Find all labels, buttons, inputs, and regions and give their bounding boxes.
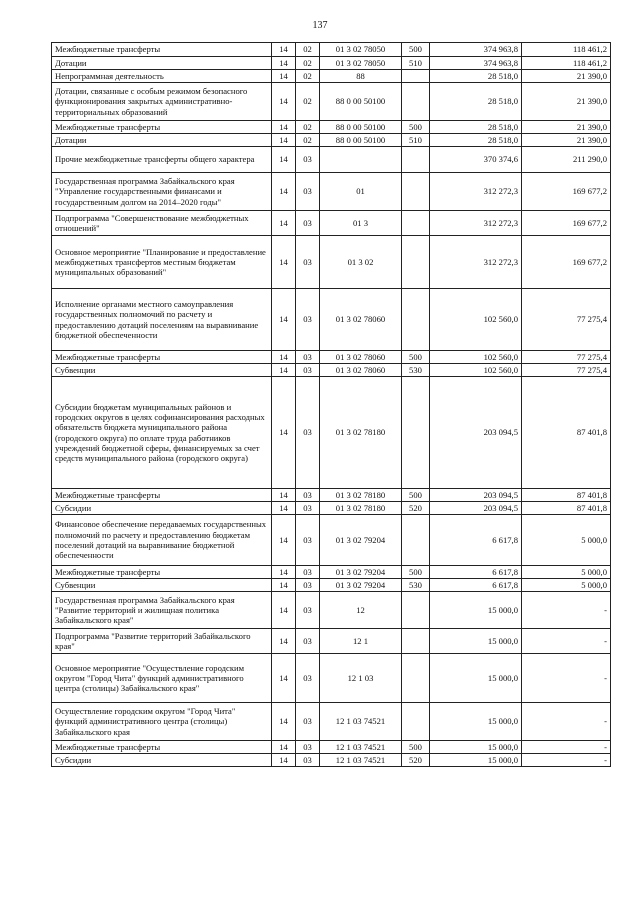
cell-amount-year-2: 87 401,8 [522,377,611,489]
cell-amount-year-1: 15 000,0 [430,629,522,654]
cell-subsection: 03 [296,754,320,767]
cell-section: 14 [272,703,296,741]
table-row [52,57,611,70]
cell-name: Межбюджетные трансферты [52,43,272,57]
cell-amount-year-1: 6 617,8 [430,566,522,579]
cell-target-article: 01 3 02 78060 [320,289,402,351]
cell-amount-year-1: 312 272,3 [430,236,522,289]
cell-target-article: 01 3 02 79204 [320,515,402,566]
cell-name: Непрограммная деятельность [52,70,272,83]
cell-expense-type: 520 [402,502,430,515]
cell-name: Дотации [52,134,272,147]
cell-amount-year-2: 21 390,0 [522,70,611,83]
cell-amount-year-1: 15 000,0 [430,703,522,741]
cell-amount-year-1: 6 617,8 [430,515,522,566]
cell-name: Исполнение органами местного самоуправления государственных полномочий по расчету и предоставлению дотаций поселениям на выравнивание бюджетной обеспеченности [52,289,272,351]
cell-subsection: 03 [296,211,320,236]
cell-target-article: 88 0 00 50100 [320,83,402,121]
cell-expense-type: 510 [402,134,430,147]
cell-name: Субсидии [52,754,272,767]
cell-target-article: 12 1 03 74521 [320,754,402,767]
cell-amount-year-1: 102 560,0 [430,289,522,351]
table-row [52,515,611,566]
cell-target-article: 01 3 02 78180 [320,502,402,515]
cell-target-article: 01 3 02 79204 [320,579,402,592]
cell-section: 14 [272,566,296,579]
table-row [52,236,611,289]
cell-amount-year-1: 28 518,0 [430,83,522,121]
cell-subsection: 02 [296,83,320,121]
cell-amount-year-1: 203 094,5 [430,489,522,502]
cell-subsection: 03 [296,351,320,364]
cell-subsection: 03 [296,654,320,703]
cell-expense-type [402,592,430,629]
table-row [52,351,611,364]
cell-name: Прочие межбюджетные трансферты общего характера [52,147,272,173]
cell-expense-type [402,654,430,703]
cell-subsection: 03 [296,489,320,502]
cell-name: Субсидии бюджетам муниципальных районов и городских округов в целях софинансирования расходных обязательств бюджета муниципального района (городского округа) по оплате труда работников учреждений бюджетной сферы, финансируемых за счет средств муниципального района (городского округа) [52,377,272,489]
cell-expense-type: 500 [402,566,430,579]
page-number: 137 [312,20,328,31]
cell-target-article: 12 1 03 74521 [320,741,402,754]
cell-section: 14 [272,489,296,502]
cell-amount-year-2: - [522,754,611,767]
cell-target-article: 12 1 [320,629,402,654]
table-row [52,134,611,147]
cell-name: Основное мероприятие "Осуществление городским округом "Город Чита" функций административного центра (столицы) Забайкальского края" [52,654,272,703]
cell-amount-year-1: 28 518,0 [430,134,522,147]
cell-name: Межбюджетные трансферты [52,489,272,502]
cell-expense-type [402,289,430,351]
table-row [52,377,611,489]
cell-target-article: 88 [320,70,402,83]
cell-subsection: 03 [296,289,320,351]
cell-target-article: 01 3 02 [320,236,402,289]
cell-subsection: 03 [296,173,320,211]
cell-section: 14 [272,211,296,236]
cell-subsection: 03 [296,147,320,173]
cell-name: Межбюджетные трансферты [52,121,272,134]
cell-name: Межбюджетные трансферты [52,741,272,754]
cell-expense-type: 510 [402,57,430,70]
cell-subsection: 03 [296,579,320,592]
cell-amount-year-1: 203 094,5 [430,377,522,489]
cell-name: Субсидии [52,502,272,515]
cell-target-article: 88 0 00 50100 [320,134,402,147]
table-row [52,754,611,767]
budget-table-body [52,43,611,767]
cell-target-article: 01 [320,173,402,211]
table-row [52,43,611,57]
cell-expense-type [402,83,430,121]
cell-section: 14 [272,741,296,754]
cell-section: 14 [272,592,296,629]
cell-name: Подпрограмма "Совершенствование межбюджетных отношений" [52,211,272,236]
cell-amount-year-2: 77 275,4 [522,289,611,351]
cell-section: 14 [272,629,296,654]
cell-amount-year-1: 15 000,0 [430,754,522,767]
cell-section: 14 [272,579,296,592]
cell-amount-year-1: 6 617,8 [430,579,522,592]
cell-subsection: 03 [296,502,320,515]
cell-name: Межбюджетные трансферты [52,351,272,364]
cell-amount-year-2: - [522,629,611,654]
table-row [52,741,611,754]
cell-target-article: 12 1 03 [320,654,402,703]
cell-amount-year-1: 374 963,8 [430,43,522,57]
cell-expense-type [402,236,430,289]
cell-section: 14 [272,134,296,147]
cell-amount-year-2: 21 390,0 [522,134,611,147]
cell-amount-year-1: 28 518,0 [430,70,522,83]
table-row [52,592,611,629]
cell-target-article: 01 3 02 79204 [320,566,402,579]
cell-section: 14 [272,173,296,211]
cell-amount-year-2: 169 677,2 [522,211,611,236]
cell-target-article: 88 0 00 50100 [320,121,402,134]
table-row [52,579,611,592]
cell-target-article: 01 3 02 78050 [320,57,402,70]
cell-subsection: 03 [296,629,320,654]
cell-name: Субвенции [52,579,272,592]
cell-subsection: 03 [296,703,320,741]
cell-amount-year-1: 102 560,0 [430,351,522,364]
cell-section: 14 [272,70,296,83]
cell-name: Осуществление городским округом "Город Чита" функций административного центра (столицы) Забайкальского края [52,703,272,741]
cell-section: 14 [272,289,296,351]
cell-amount-year-2: 118 461,2 [522,57,611,70]
cell-section: 14 [272,57,296,70]
cell-section: 14 [272,502,296,515]
cell-name: Межбюджетные трансферты [52,566,272,579]
cell-amount-year-2: - [522,592,611,629]
cell-amount-year-2: 77 275,4 [522,351,611,364]
cell-subsection: 03 [296,566,320,579]
cell-amount-year-1: 312 272,3 [430,173,522,211]
cell-amount-year-2: 169 677,2 [522,236,611,289]
cell-amount-year-1: 15 000,0 [430,592,522,629]
cell-amount-year-1: 102 560,0 [430,364,522,377]
cell-expense-type [402,629,430,654]
cell-subsection: 02 [296,134,320,147]
cell-name: Субвенции [52,364,272,377]
cell-name: Государственная программа Забайкальского края "Управление государственными финансами и государственным долгом на 2014–2020 годы" [52,173,272,211]
cell-amount-year-2: - [522,703,611,741]
cell-expense-type [402,173,430,211]
cell-expense-type: 520 [402,754,430,767]
budget-table [51,42,611,767]
cell-amount-year-1: 15 000,0 [430,741,522,754]
cell-expense-type: 530 [402,579,430,592]
cell-expense-type: 500 [402,489,430,502]
cell-name: Государственная программа Забайкальского края "Развитие территорий и жилищная политика Забайкальского края" [52,592,272,629]
cell-amount-year-1: 370 374,6 [430,147,522,173]
cell-section: 14 [272,654,296,703]
cell-subsection: 02 [296,57,320,70]
table-row [52,502,611,515]
cell-subsection: 03 [296,741,320,754]
cell-target-article [320,147,402,173]
cell-target-article: 12 1 03 74521 [320,703,402,741]
cell-section: 14 [272,754,296,767]
cell-target-article: 01 3 [320,211,402,236]
cell-amount-year-2: 5 000,0 [522,566,611,579]
cell-amount-year-2: 5 000,0 [522,515,611,566]
table-row [52,703,611,741]
cell-amount-year-2: 169 677,2 [522,173,611,211]
cell-amount-year-2: 21 390,0 [522,83,611,121]
cell-expense-type: 500 [402,121,430,134]
cell-target-article: 01 3 02 78050 [320,43,402,57]
table-row [52,211,611,236]
cell-amount-year-2: 5 000,0 [522,579,611,592]
table-row [52,173,611,211]
cell-amount-year-1: 312 272,3 [430,211,522,236]
cell-amount-year-1: 28 518,0 [430,121,522,134]
cell-expense-type [402,211,430,236]
table-row [52,654,611,703]
table-row [52,489,611,502]
cell-section: 14 [272,351,296,364]
cell-subsection: 02 [296,43,320,57]
cell-amount-year-2: 87 401,8 [522,502,611,515]
cell-amount-year-2: 211 290,0 [522,147,611,173]
cell-expense-type [402,70,430,83]
cell-target-article: 01 3 02 78180 [320,489,402,502]
cell-expense-type [402,703,430,741]
cell-name: Основное мероприятие "Планирование и предоставление межбюджетных трансфертов местным бюджетам муниципальных образований" [52,236,272,289]
cell-subsection: 02 [296,121,320,134]
cell-amount-year-2: 21 390,0 [522,121,611,134]
table-row [52,364,611,377]
cell-name: Финансовое обеспечение передаваемых государственных полномочий по расчету и предоставлению бюджетам поселений дотаций на выравнивание бюджетной обеспеченности [52,515,272,566]
cell-subsection: 03 [296,377,320,489]
cell-target-article: 01 3 02 78060 [320,364,402,377]
cell-expense-type [402,515,430,566]
cell-target-article: 01 3 02 78060 [320,351,402,364]
table-row [52,70,611,83]
table-row [52,566,611,579]
cell-amount-year-2: 118 461,2 [522,43,611,57]
cell-name: Дотации, связанные с особым режимом безопасного функционирования закрытых административно-территориальных образований [52,83,272,121]
table-row [52,83,611,121]
cell-amount-year-2: - [522,654,611,703]
cell-subsection: 03 [296,515,320,566]
cell-amount-year-2: 77 275,4 [522,364,611,377]
cell-section: 14 [272,236,296,289]
cell-amount-year-2: 87 401,8 [522,489,611,502]
table-row [52,147,611,173]
table-row [52,289,611,351]
cell-amount-year-1: 374 963,8 [430,57,522,70]
cell-expense-type [402,377,430,489]
cell-name: Дотации [52,57,272,70]
cell-section: 14 [272,377,296,489]
cell-subsection: 03 [296,236,320,289]
cell-expense-type: 530 [402,364,430,377]
cell-expense-type [402,147,430,173]
cell-amount-year-1: 203 094,5 [430,502,522,515]
cell-subsection: 03 [296,592,320,629]
cell-section: 14 [272,121,296,134]
cell-section: 14 [272,515,296,566]
cell-expense-type: 500 [402,741,430,754]
table-row [52,629,611,654]
cell-target-article: 01 3 02 78180 [320,377,402,489]
cell-subsection: 02 [296,70,320,83]
cell-section: 14 [272,83,296,121]
cell-amount-year-2: - [522,741,611,754]
cell-section: 14 [272,364,296,377]
table-row [52,121,611,134]
cell-section: 14 [272,147,296,173]
cell-expense-type: 500 [402,43,430,57]
cell-section: 14 [272,43,296,57]
cell-subsection: 03 [296,364,320,377]
cell-expense-type: 500 [402,351,430,364]
cell-name: Подпрограмма "Развитие территорий Забайкальского края" [52,629,272,654]
cell-amount-year-1: 15 000,0 [430,654,522,703]
cell-target-article: 12 [320,592,402,629]
